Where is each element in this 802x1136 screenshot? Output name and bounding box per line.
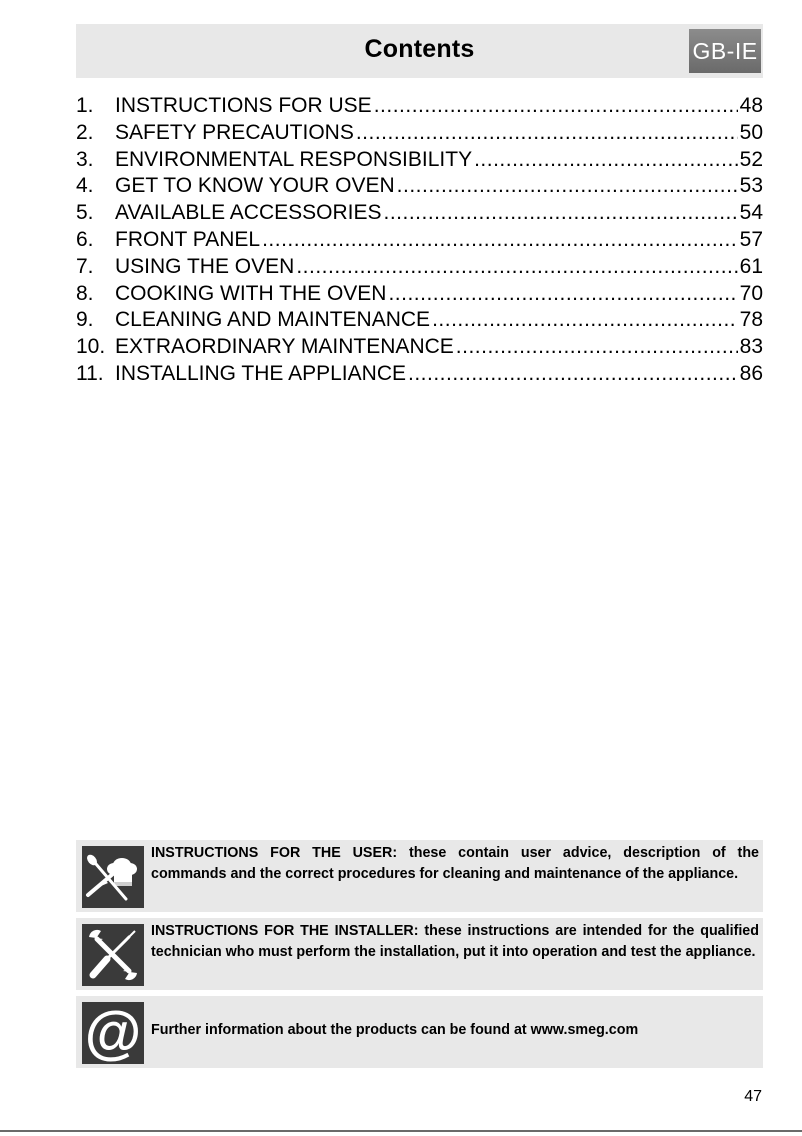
toc-entry-page: 61 — [739, 254, 763, 278]
toc-entry-title: EXTRAORDINARY MAINTENANCE — [115, 335, 454, 359]
toc-entry[interactable] — [76, 200, 763, 227]
toc-entry-number: 5. — [76, 201, 94, 225]
toc-entry-number: 10. — [76, 335, 106, 359]
toc-entry-title: INSTRUCTIONS FOR USE — [115, 94, 372, 117]
toc-entry-title: CLEANING AND MAINTENANCE — [115, 308, 431, 332]
toc-entry-page: 54 — [739, 201, 763, 225]
user-instructions-note — [76, 840, 763, 912]
toc-entry-page: 52 — [739, 147, 763, 171]
toc-entry-title: USING THE OVEN — [115, 254, 295, 278]
toc-leader-dots — [388, 281, 737, 308]
toc-leader-dots — [474, 147, 738, 174]
toc-leader-dots — [456, 334, 738, 361]
table-of-contents — [76, 93, 763, 388]
website-info-text: Further information about the products can be found at www.smeg.com — [151, 1022, 639, 1038]
toc-entry[interactable] — [76, 307, 763, 334]
installer-instructions-text: INSTRUCTIONS FOR THE INSTALLER: these instructions are intended for the qualified technician who must perform the installation, put it into operation and test the appliance. — [151, 923, 759, 960]
toc-entry-page: 50 — [739, 120, 763, 144]
toc-entry-title: INSTALLING THE APPLIANCE — [115, 361, 406, 385]
wrench-screwdriver-icon — [82, 924, 144, 986]
bottom-rule — [0, 1130, 802, 1132]
page-title: Contents — [364, 35, 475, 63]
toc-entry-page: 83 — [739, 335, 763, 359]
toc-leader-dots — [384, 200, 738, 227]
toc-entry-title: FRONT PANEL — [115, 227, 261, 251]
website-info-note — [76, 996, 763, 1068]
toc-leader-dots — [296, 254, 737, 281]
toc-entry-number: 2. — [76, 120, 94, 144]
toc-entry-page: 78 — [739, 308, 763, 332]
toc-entry-page: 86 — [739, 361, 763, 385]
language-badge: GB-IE — [689, 29, 761, 73]
at-sign-icon: @ — [82, 1002, 144, 1064]
toc-entry[interactable] — [76, 227, 763, 254]
toc-leader-dots — [356, 120, 738, 147]
toc-entry-number: 1. — [76, 94, 94, 117]
toc-entry-title: COOKING WITH THE OVEN — [115, 281, 387, 305]
toc-leader-dots — [374, 93, 738, 120]
toc-entry-page: 48 — [739, 94, 763, 117]
toc-entry-number: 3. — [76, 147, 94, 171]
toc-entry-title: SAFETY PRECAUTIONS — [115, 120, 354, 144]
toc-entry-page: 70 — [739, 281, 763, 305]
toc-entry-title: ENVIRONMENTAL RESPONSIBILITY — [115, 147, 473, 171]
toc-entry[interactable] — [76, 281, 763, 308]
toc-entry-number: 7. — [76, 254, 94, 278]
toc-entry-page: 53 — [739, 174, 763, 198]
toc-entry-number: 6. — [76, 227, 94, 251]
toc-entry[interactable] — [76, 147, 763, 174]
toc-entry-number: 4. — [76, 174, 94, 198]
installer-instructions-note — [76, 918, 763, 990]
toc-leader-dots — [262, 227, 738, 254]
user-instructions-text: INSTRUCTIONS FOR THE USER: these contain user advice, description of the commands and the correct procedures for cleaning and maintenance of the appliance. — [151, 845, 759, 882]
toc-entry[interactable] — [76, 173, 763, 200]
toc-leader-dots — [408, 361, 738, 388]
toc-entry-number: 8. — [76, 281, 94, 305]
header-bar — [76, 24, 763, 78]
toc-entry[interactable] — [76, 361, 763, 388]
toc-leader-dots — [432, 307, 738, 334]
page-number: 47 — [744, 1088, 762, 1105]
toc-entry[interactable] — [76, 334, 763, 361]
toc-leader-dots — [397, 173, 738, 200]
toc-entry[interactable] — [76, 254, 763, 281]
toc-entry[interactable] — [76, 93, 763, 120]
toc-entry-number: 11. — [76, 361, 104, 385]
chef-hat-utensils-icon — [82, 846, 144, 908]
toc-entry-title: GET TO KNOW YOUR OVEN — [115, 174, 395, 198]
toc-entry[interactable] — [76, 120, 763, 147]
toc-entry-title: AVAILABLE ACCESSORIES — [115, 201, 382, 225]
toc-entry-number: 9. — [76, 308, 94, 332]
toc-entry-page: 57 — [739, 227, 763, 251]
